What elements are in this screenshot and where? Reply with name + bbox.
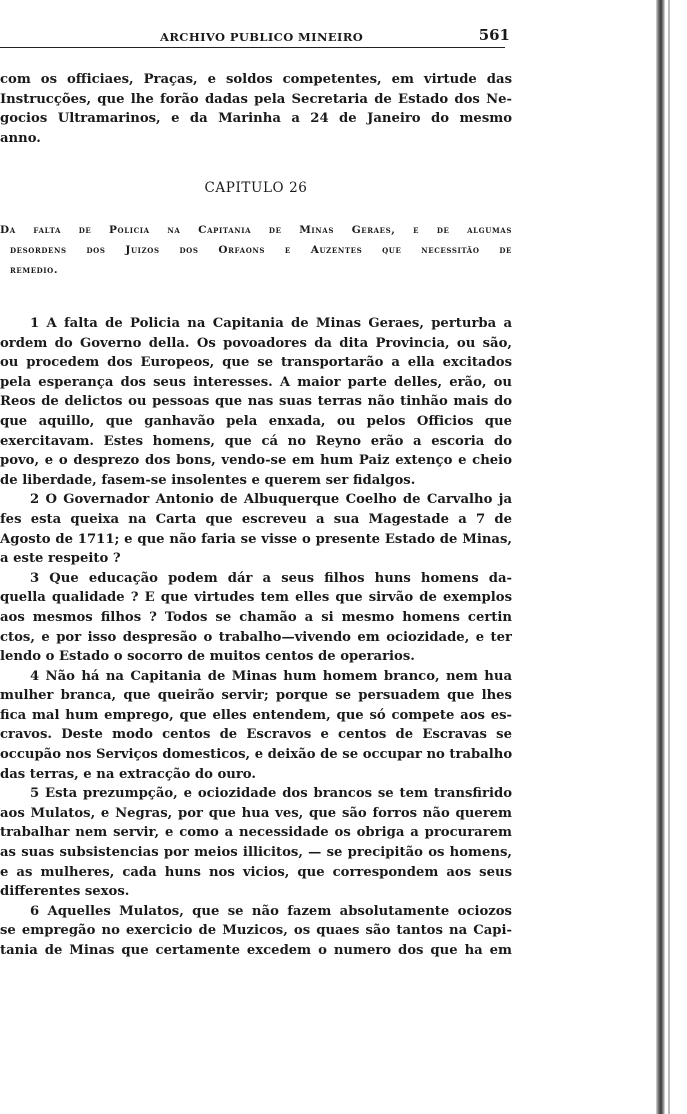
text-line: povo, e o desprezo dos bons, vendo-se em hum Paiz extenço e cheio	[0, 453, 512, 469]
text-line: e as mulheres, cada huns nos vicios, que correspondem aos seus	[0, 864, 512, 880]
text-line: cravos. Deste modo centos de Escravos e centos de Escravas se	[0, 727, 512, 743]
page-edge-line	[668, 0, 670, 1114]
paragraph-first-line: 4 Não há na Capitania de Minas hum homem branco, nem hua	[30, 668, 512, 684]
text-line: tania de Minas que certamente excedem o numero dos que ha em	[0, 943, 512, 958]
text-line: Agosto de 1711; e que não faria se visse o presente Estado de Minas,	[0, 531, 512, 547]
text-line: exercitavam. Estes homens, que cá no Reyno erão a escoria do	[0, 433, 512, 449]
text-line: Reos de delictos ou pessoas que nas suas terras não tinhão mais do	[0, 394, 512, 410]
text-line: das terras, e na extracção do ouro.	[0, 766, 256, 782]
text-line: mulher branca, que queirão servir; porque se persuadem que lhes	[0, 688, 512, 704]
text-line: trabalhar nem servir, e como a necessidade os obriga a procurarem	[0, 825, 512, 841]
text-line: fes esta queixa na Carta que escreveu a sua Magestade a 7 de	[0, 511, 512, 527]
header-rule	[0, 47, 505, 48]
text-line: gocios Ultramarinos, e da Marinha a 24 de Janeiro do mesmo	[0, 111, 512, 127]
text-line: ctos, e por isso despresão o trabalho—vivendo em ociozidade, e ter	[0, 629, 512, 645]
page-header	[140, 22, 510, 46]
intro-paragraph	[0, 70, 512, 148]
text-line: com os officiaes, Praças, e soldos competentes, em virtude das	[0, 72, 512, 87]
running-title: ARCHIVO PUBLICO MINEIRO	[160, 30, 364, 44]
paragraph-first-line: 3 Que educação podem dár a seus filhos huns homens da-	[30, 570, 512, 586]
text-line: ordem do Governo della. Os povoadores da dita Provincia, ou são,	[0, 335, 512, 351]
text-line: fica mal hum emprego, que elles entendem, que só compete aos es-	[0, 707, 512, 723]
text-line: pela esperança dos seus interesses. A maior parte delles, erão, ou	[0, 374, 512, 390]
paragraph-first-line: 2 O Governador Antonio de Albuquerque Coelho de Carvalho ja	[30, 492, 512, 508]
page-edge-shadow	[656, 0, 665, 1114]
text-line: ou procedem dos Europeos, que se transportarão a ella excitados	[0, 355, 512, 371]
text-line: aos Mulatos, e Negras, por que hua ves, que são forros não querem	[0, 805, 512, 821]
chapter-subtitle	[0, 220, 512, 280]
subtitle-line: remedio.	[10, 264, 59, 276]
text-line: anno.	[0, 130, 41, 146]
subtitle-line: desordens dos Juizos dos Orfaons e Auzentes que necessitão de	[10, 244, 512, 256]
chapter-body	[0, 314, 512, 961]
subtitle-line: Da falta de Policia na Capitania de Minas Geraes, e de algumas	[0, 224, 512, 236]
text-line: differentes sexos.	[0, 884, 130, 900]
chapter-title: CAPITULO 26	[204, 180, 308, 196]
text-line: que aquillo, que ganhavão pela enxada, ou pelos Officios que	[0, 413, 512, 429]
text-line: lendo o Estado o socorro de muitos centos de operarios.	[0, 649, 415, 665]
text-line: quella qualidade ? E que virtudes tem elles que sirvão de exemplos	[0, 590, 512, 606]
paragraph-first-line: 5 Esta prezumpção, e ociozidade dos brancos se tem transfirido	[30, 786, 512, 802]
text-line: as suas subsistencias por meios illicitos, — se precipitão os homens,	[0, 845, 512, 861]
paragraph-first-line: 1 A falta de Policia na Capitania de Minas Geraes, perturba a	[30, 316, 512, 331]
text-line: occupão nos Serviços domesticos, e deixão de se occupar no trabalho	[0, 747, 512, 763]
page-number: 561	[478, 26, 510, 44]
text-line: aos mesmos filhos ? Todos se chamão a si mesmo homens certin	[0, 609, 512, 625]
text-line: se empregão no exercicio de Muzicos, os quaes são tantos na Capi-	[0, 923, 512, 939]
text-line: de liberdade, fasem-se insolentes e querem ser fidalgos.	[0, 472, 416, 488]
paragraph-first-line: 6 Aquelles Mulatos, que se não fazem absolutamente ociozos	[30, 903, 512, 919]
text-line: a este respeito ?	[0, 551, 121, 567]
text-line: Instrucções, que lhe forão dadas pela Secretaria de Estado dos Ne-	[0, 91, 512, 107]
